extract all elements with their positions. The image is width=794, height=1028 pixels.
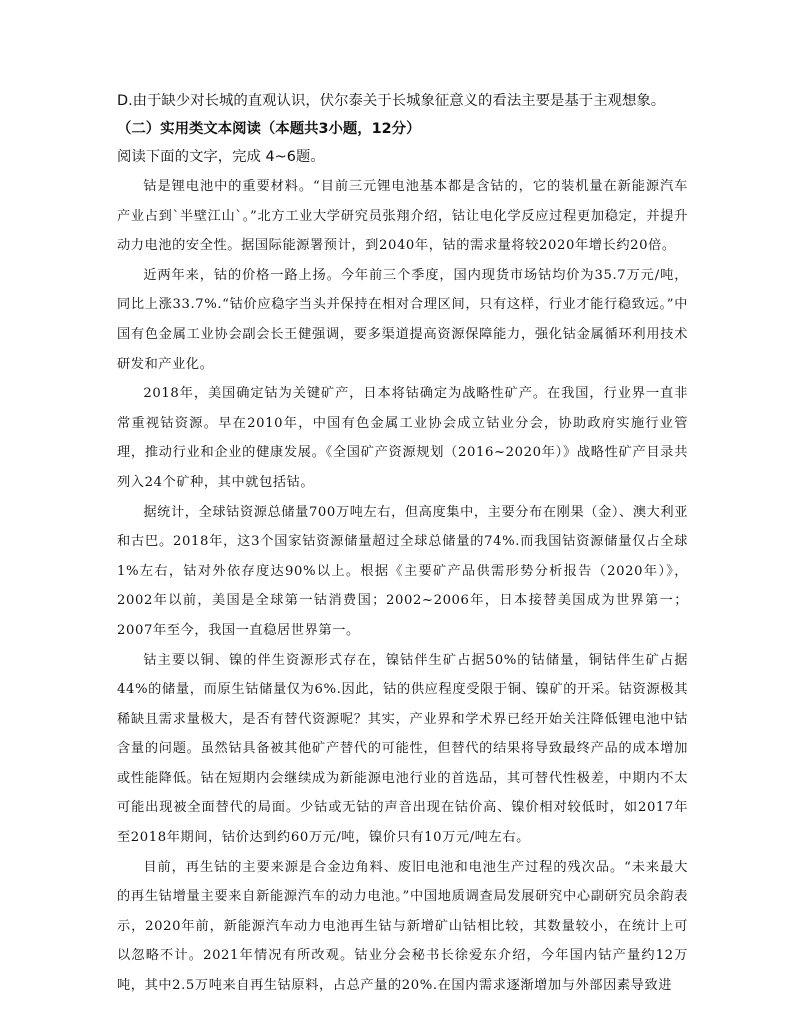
reading-instruction: 阅读下面的文字，完成 4~6题。	[117, 149, 325, 165]
option-d-text: D.由于缺少对长城的直观认识，伏尔泰关于长城象征意义的看法主要是基于主观想象。	[117, 93, 666, 109]
section-title: （二）实用类文本阅读（本题共3小题，12分）	[117, 121, 421, 137]
article-paragraph-3: 2018年，美国确定钴为关键矿产，日本将钴确定为战略性矿产。在我国，行业界一直非常重视钴资源。早在2010年，中国有色金属工业协会成立钴业分会，协助政府实施行业管理，推动行业和企业的健康发展。《全国矿产资源规划（2016~2020年）》战略性矿产目录共列入24个矿种，其中就包括钴。	[117, 386, 688, 490]
article-body	[117, 172, 688, 1001]
article-paragraph-1: 钴是锂电池中的重要材料。“目前三元锂电池基本都是含钴的，它的装机量在新能源汽车产业占到`半壁江山`。”北方工业大学研究员张翔介绍，钴让电化学反应过程更加稳定，并提升动力电池的安全性。据国际能源署预计，到2040年，钴的需求量将较2020年增长约20倍。	[117, 179, 688, 254]
article-paragraph-5: 钴主要以铜、镍的伴生资源形式存在，镍钴伴生矿占据50%的钴储量，铜钴伴生矿占据44%的储量，而原生钴储量仅为6%.因此，钴的供应程度受限于铜、镍矿的开采。钴资源极其稀缺且需求量极大，是否有替代资源呢？其实，产业界和学术界已经开始关注降低锂电池中钴含量的问题。虽然钴具备被其他矿产替代的可能性，但替代的结果将导致最终产品的成本增加或性能降低。钴在短期内会继续成为新能源电池行业的首选品，其可替代性极差，中期内不太可能出现被全面替代的局面。少钴或无钴的声音出现在钴价高、镍价相对较低时，如2017年至2018年期间，钴价达到约60万元/吨，镍价只有10万元/吨左右。	[117, 652, 688, 846]
article-paragraph-6: 目前，再生钴的主要来源是合金边角料、废旧电池和电池生产过程的残次品。“未来最大的再生钴增量主要来自新能源汽车的动力电池。”中国地质调查局发展研究中心副研究员余韵表示，2020年前，新能源汽车动力电池再生钴与新增矿山钴相比较，其数量较小，在统计上可以忽略不计。2021年情况有所改观。钴业分会秘书长徐爱东介绍，今年国内钴产量约12万吨，其中2.5万吨来自再生钴原料，占总产量的20%.在国内需求逐渐增加与外部因素导致进	[117, 859, 688, 994]
article-paragraph-4: 据统计，全球钴资源总储量700万吨左右，但高度集中，主要分布在刚果（金）、澳大利亚和古巴。2018年，这3个国家钴资源储量超过全球总储量的74%.而我国钴资源储量仅占全球1%左右，钴对外依存度达90%以上。根据《主要矿产品供需形势分析报告（2020年）》，2002年以前，美国是全球第一钴消费国；2002~2006年，日本接替美国成为世界第一；2007年至今，我国一直稳居世界第一。	[117, 504, 688, 638]
article-paragraph-2: 近两年来，钴的价格一路上扬。今年前三个季度，国内现货市场钴均价为35.7万元/吨，同比上涨33.7%.“钴价应稳字当头并保持在相对合理区间，只有这样，行业才能行稳致远。”中国有色金属工业协会副会长王健强调，要多渠道提高资源保障能力，强化钴金属循环利用技术研发和产业化。	[117, 267, 688, 372]
